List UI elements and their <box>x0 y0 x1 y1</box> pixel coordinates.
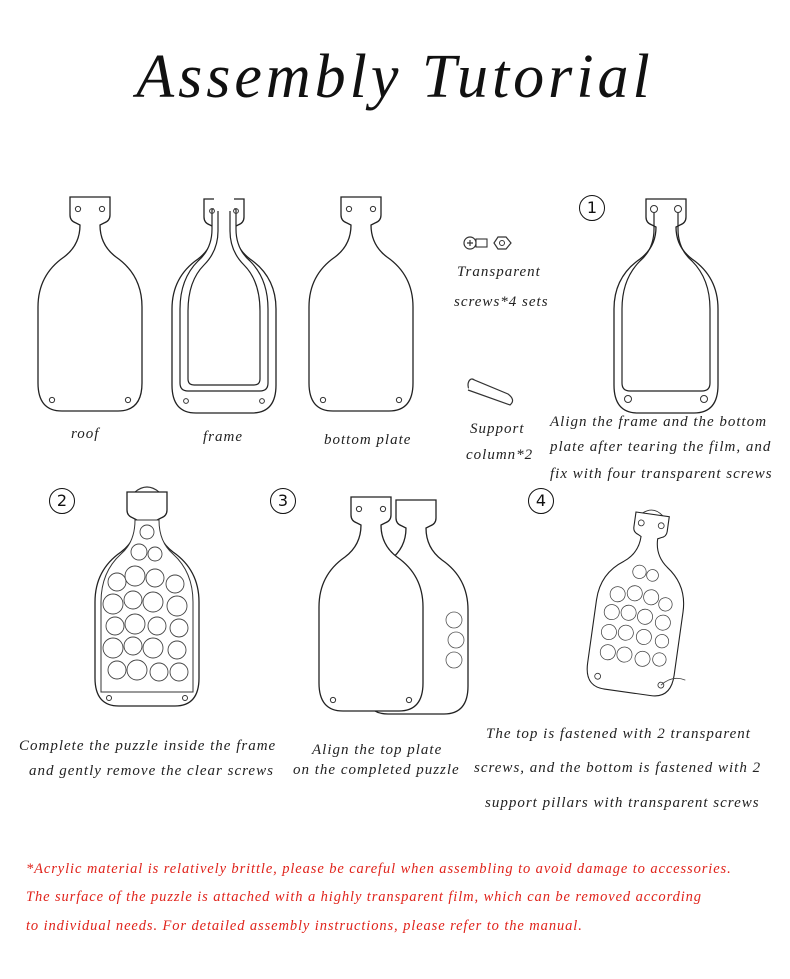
screws-label-line1: Transparent <box>457 264 541 280</box>
screws-label-line2: screws*4 sets <box>454 294 549 310</box>
step1-drawing <box>614 199 718 413</box>
support-label-line1: Support <box>470 421 525 437</box>
step2-text-line2: and gently remove the clear screws <box>29 763 274 779</box>
step4-drawing <box>584 504 708 700</box>
step1-number: 1 <box>579 195 605 221</box>
bottom-plate-drawing <box>309 197 413 411</box>
bottom-plate-label: bottom plate <box>324 432 412 448</box>
step2-drawing <box>95 487 199 706</box>
frame-label: frame <box>203 429 243 445</box>
step3-drawing <box>319 497 468 714</box>
step1-text-line3: fix with four transparent screws <box>550 466 773 482</box>
screws-drawing <box>464 237 511 249</box>
step2-number: 2 <box>49 488 75 514</box>
note-line1: *Acrylic material is relatively brittle, please be careful when assembling to avoid damage to accessories. <box>26 861 732 877</box>
step1-text-line1: Align the frame and the bottom <box>550 414 768 430</box>
frame-drawing <box>172 195 276 413</box>
step3-text-line2: on the completed puzzle <box>293 762 460 778</box>
support-column-drawing <box>468 379 513 405</box>
step2-text-line1: Complete the puzzle inside the frame <box>19 738 277 754</box>
step4-number: 4 <box>528 488 554 514</box>
support-label-line2: column*2 <box>466 447 534 463</box>
step4-text-line2: screws, and the bottom is fastened with 2 <box>474 760 762 776</box>
step4-text-line3: support pillars with transparent screws <box>485 795 760 811</box>
note-line2: The surface of the puzzle is attached with a highly transparent film, which can be removed according <box>26 889 702 905</box>
roof-label: roof <box>71 426 100 442</box>
step3-number: 3 <box>270 488 296 514</box>
note-line3: to individual needs. For detailed assembly instructions, please refer to the manual. <box>26 918 583 934</box>
step1-text-line2: plate after tearing the film, and <box>550 439 772 455</box>
step4-text-line1: The top is fastened with 2 transparent <box>486 726 751 742</box>
step3-text-line1: Align the top plate <box>312 742 443 758</box>
roof-plate-drawing <box>38 197 142 411</box>
page-title: Assembly Tutorial <box>136 43 654 111</box>
